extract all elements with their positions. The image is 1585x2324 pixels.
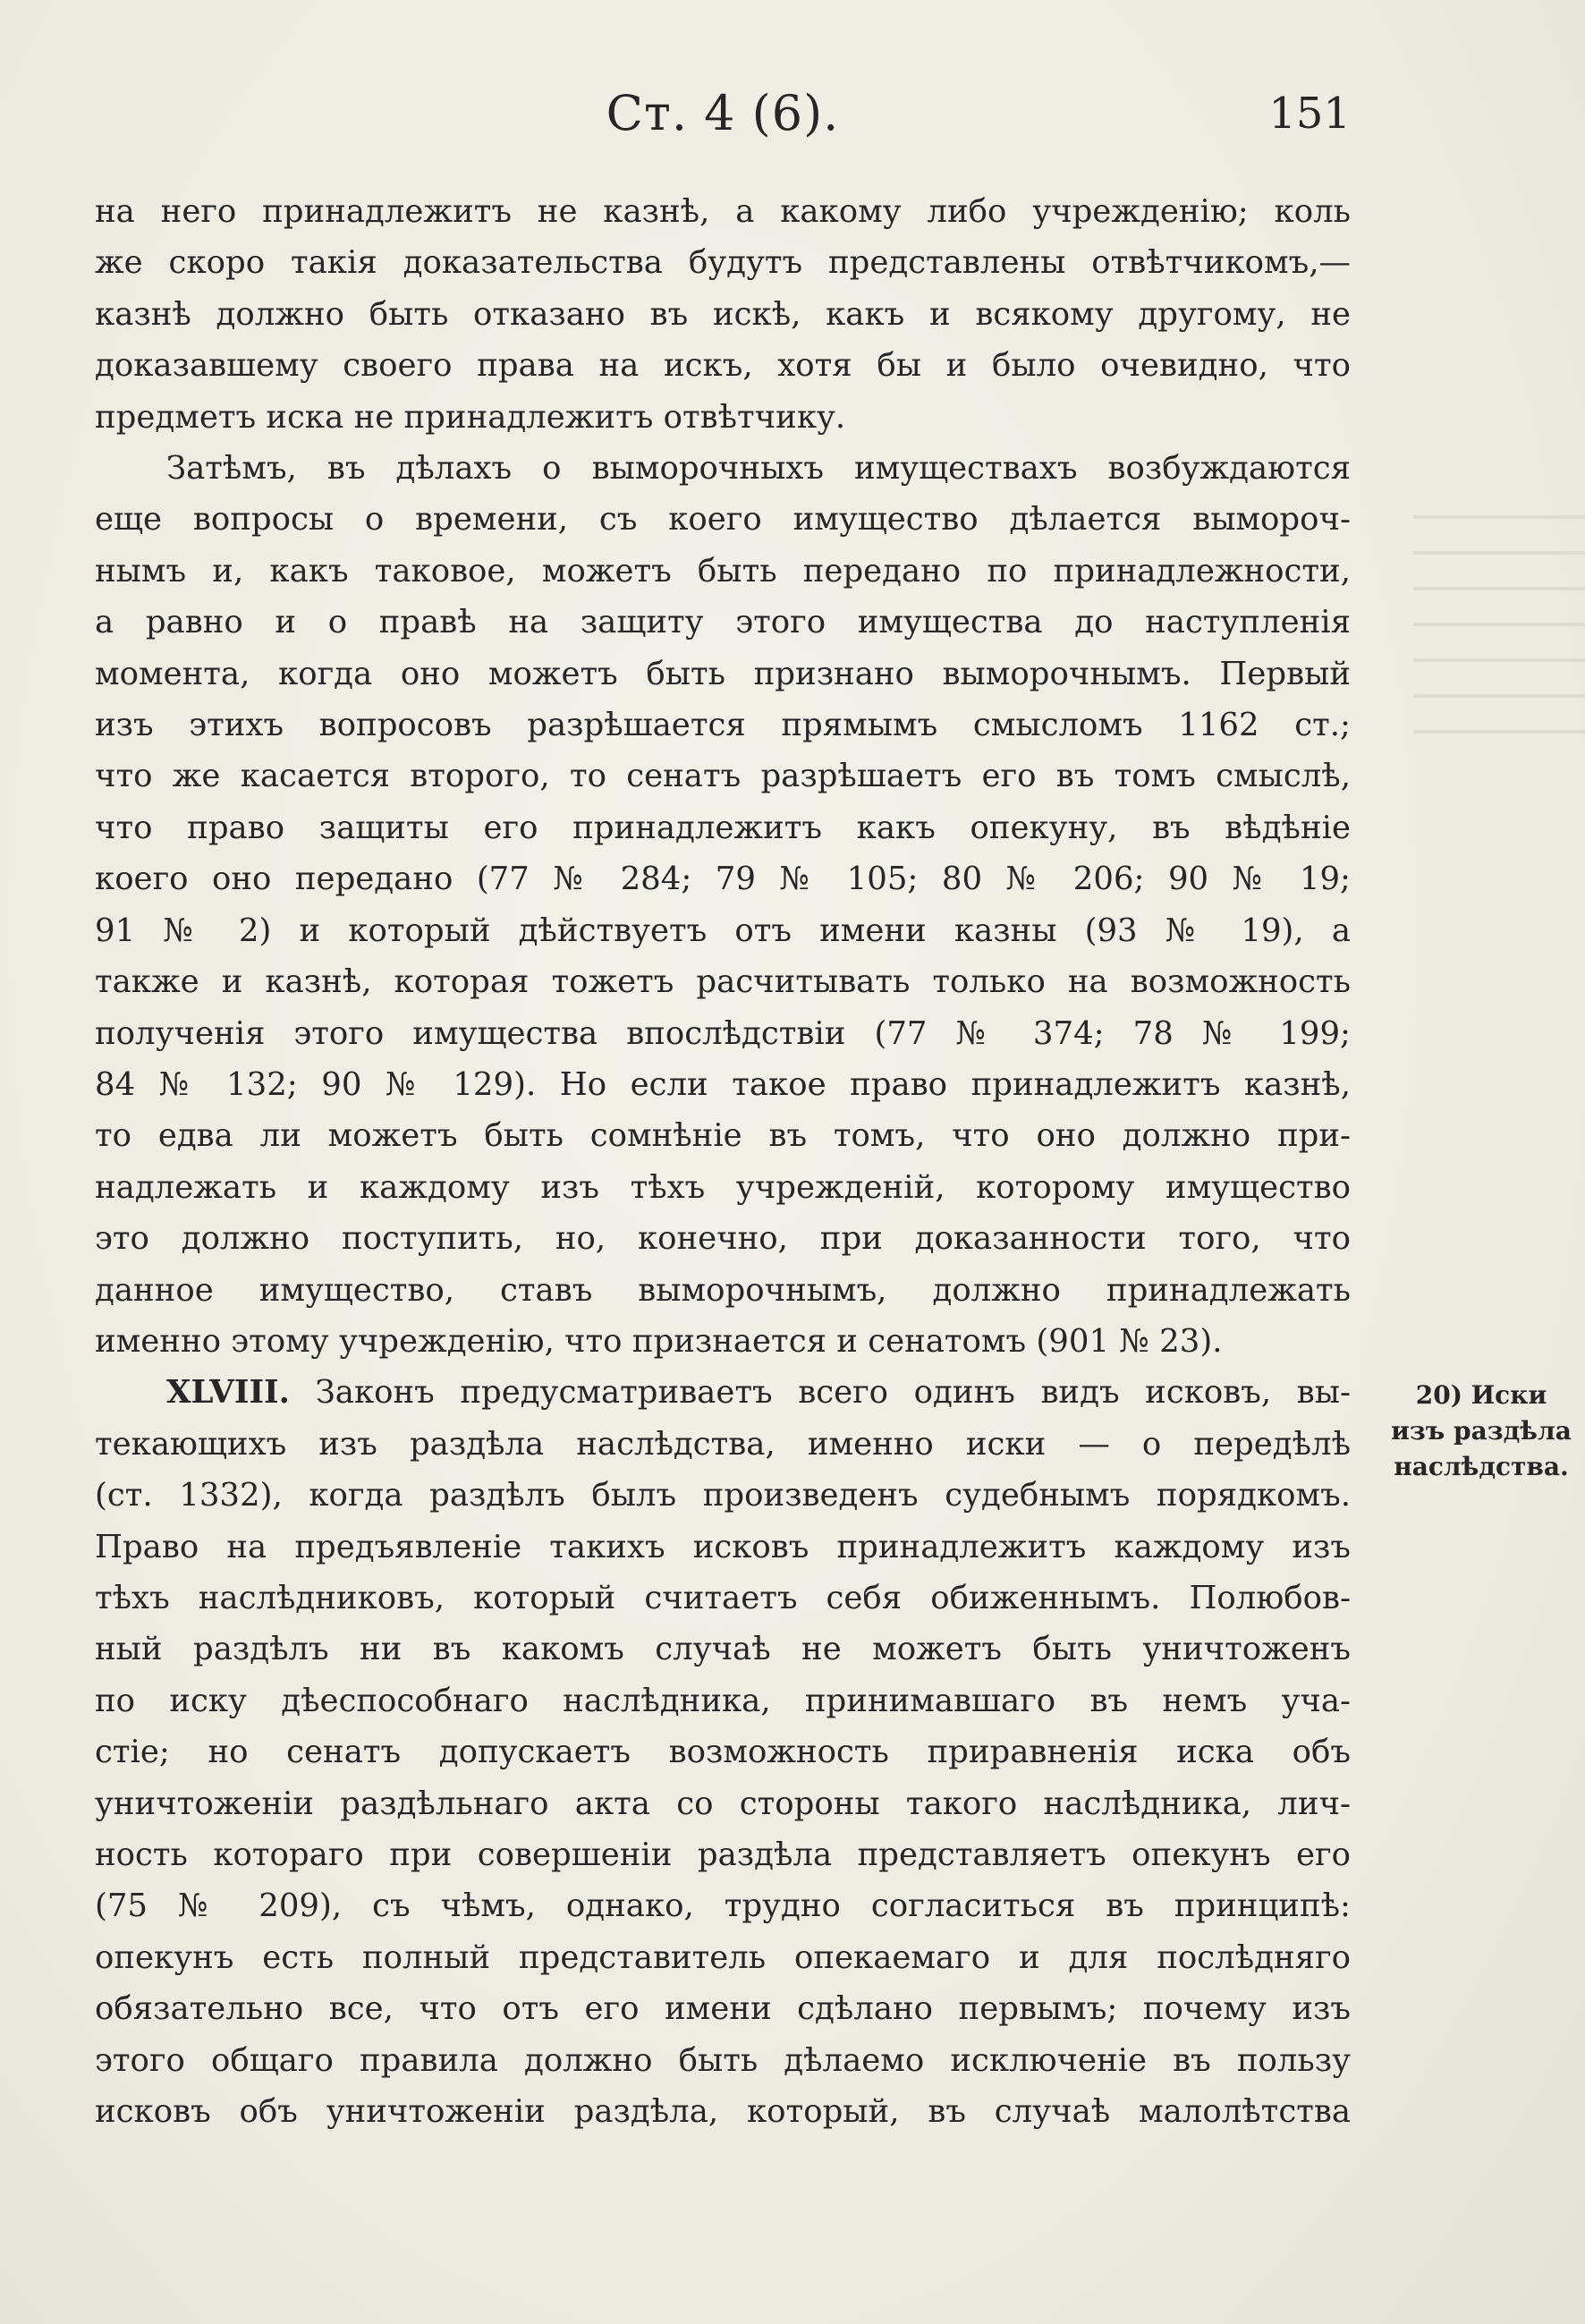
text-line: то едва ли можетъ быть сомнѣніе въ томъ, что оно должно при-: [95, 1117, 1351, 1155]
text-line: Затѣмъ, въ дѣлахъ о выморочныхъ имуществахъ возбуждаются: [166, 450, 1351, 488]
text-line: изъ этихъ вопросовъ разрѣшается прямымъ смысломъ 1162 ст.;: [95, 707, 1351, 744]
text-line: данное имущество, ставъ выморочнымъ, должно принадлежать: [95, 1271, 1351, 1309]
text-line: (75 № 209), съ чѣмъ, однако, трудно согласиться въ принципѣ:: [95, 1887, 1351, 1925]
text-line: а равно и о правѣ на защиту этого имущества до наступленія: [95, 604, 1351, 641]
text-line: что же касается второго, то сенатъ разрѣшаетъ его въ томъ смыслѣ,: [95, 758, 1351, 795]
text-line: что право защиты его принадлежитъ какъ опекуну, въ вѣдѣніе: [95, 809, 1351, 846]
show-through-text: [1413, 501, 1585, 734]
text-line: момента, когда оно можетъ быть признано выморочнымъ. Первый: [95, 655, 1351, 692]
text-line: текающихъ изъ раздѣла наслѣдства, именно иски — о передѣлѣ: [95, 1425, 1351, 1463]
text-line: стіе; но сенатъ допускаетъ возможность приравненія иска объ: [95, 1734, 1351, 1771]
text-line: 84 № 132; 90 № 129). Но если такое право принадлежитъ казнѣ,: [95, 1065, 1351, 1103]
text-line: этого общаго правила должно быть дѣлаемо исключеніе въ пользу: [95, 2041, 1351, 2079]
text-line: опекунъ есть полный представитель опекаемаго и для послѣдняго: [95, 1938, 1351, 1976]
text-line: на него принадлежитъ не казнѣ, а какому либо учрежденію; коль: [95, 193, 1351, 230]
text-line: (ст. 1332), когда раздѣлъ былъ произведенъ судебнымъ порядкомъ.: [95, 1477, 1351, 1514]
margin-note-line: изъ раздѣла: [1391, 1416, 1572, 1446]
text-line: предметъ иска не принадлежитъ отвѣтчику.: [95, 398, 846, 436]
paragraph-3: [95, 1367, 1351, 2137]
text-line: ный раздѣлъ ни въ какомъ случаѣ не можетъ быть уничтоженъ: [95, 1631, 1351, 1668]
text-line: доказавшему своего права на искъ, хотя бы и было очевидно, что: [95, 347, 1351, 385]
margin-note: [1377, 1378, 1585, 1485]
text-line: тѣхъ наслѣдниковъ, который считаетъ себя обиженнымъ. Полюбов-: [95, 1579, 1351, 1616]
text-line: Право на предъявленіе такихъ исковъ принадлежитъ каждому изъ: [95, 1528, 1351, 1565]
page-header: [95, 82, 1351, 145]
paragraph-2: [95, 443, 1351, 1367]
text-line: нымъ и, какъ таковое, можетъ быть передано по принадлежности,: [95, 552, 1351, 589]
text-line: исковъ объ уничтоженіи раздѣла, который, въ случаѣ малолѣтства: [95, 2093, 1351, 2131]
article-heading: Ст. 4 (6).: [606, 85, 840, 141]
text-line: полученія этого имущества впослѣдствіи (77 № 374; 78 № 199;: [95, 1014, 1351, 1052]
margin-note-line: 20) Иски: [1415, 1380, 1547, 1410]
text-line: же скоро такія доказательства будутъ представлены отвѣтчикомъ,—: [95, 244, 1351, 282]
text-line: обязательно все, что отъ его имени сдѣлано первымъ; почему изъ: [95, 1990, 1351, 2028]
text-line: [95, 1367, 1351, 1418]
margin-note-line: наслѣдства.: [1394, 1452, 1569, 1481]
section-number: XLVIII.: [166, 1374, 291, 1412]
text-line: уничтоженіи раздѣльнаго акта со стороны такого наслѣдника, лич-: [95, 1785, 1351, 1822]
paragraph-1: [95, 186, 1351, 443]
text-line: коего оно передано (77 № 284; 79 № 105; 80 № 206; 90 № 19;: [95, 861, 1351, 898]
text-line: по иску дѣеспособнаго наслѣдника, принимавшаго въ немъ уча-: [95, 1682, 1351, 1719]
page-number: 151: [1268, 89, 1351, 139]
text-line: это должно поступить, но, конечно, при доказанности того, что: [95, 1220, 1351, 1258]
text-line: 91 № 2) и который дѣйствуетъ отъ имени казны (93 № 19), а: [95, 912, 1351, 949]
text-line-fragment: Законъ предусматриваетъ всего одинъ видъ исковъ, вы-: [315, 1374, 1351, 1412]
text-line: также и казнѣ, которая тожетъ расчитывать только на возможность: [95, 963, 1351, 1001]
text-line: надлежать и каждому изъ тѣхъ учрежденій, которому имущество: [95, 1168, 1351, 1206]
text-line: именно этому учрежденію, что признается и сенатомъ (901 № 23).: [95, 1322, 1223, 1360]
text-line: казнѣ должно быть отказано въ искѣ, какъ и всякому другому, не: [95, 295, 1351, 333]
body-text: [95, 186, 1351, 2137]
text-line: ность котораго при совершеніи раздѣла представляетъ опекунъ его: [95, 1836, 1351, 1873]
text-line: еще вопросы о времени, съ коего имущество дѣлается вымороч-: [95, 501, 1351, 539]
